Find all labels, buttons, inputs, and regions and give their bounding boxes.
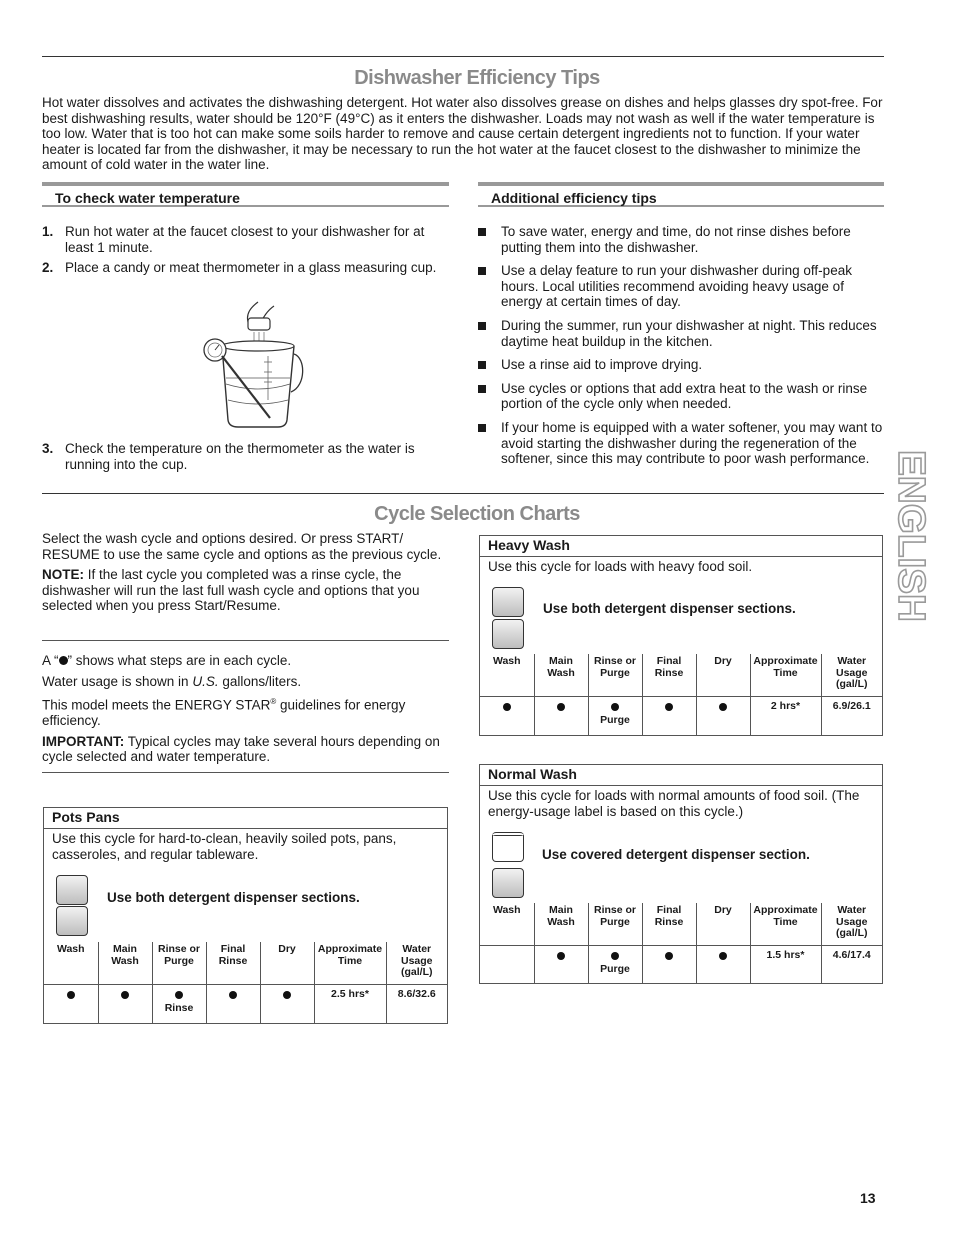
water-cell: 8.6/32.6 [386, 984, 447, 1023]
step-cell [480, 696, 534, 735]
col-header: Rinse or Purge [588, 654, 642, 696]
step-cell [642, 696, 696, 735]
dispenser-bottom-icon [492, 868, 524, 898]
dispenser-bottom-icon [56, 906, 88, 936]
step-cell [44, 984, 98, 1023]
normal-wash-title: Normal Wash [480, 765, 882, 786]
efficiency-intro: Hot water dissolves and activates the dishwashing detergent. Hot water also dissolves grease on dishes and helps glasses dry spot-free. For best dishwashing results, water should be 120°F (49°C) as it enters the dishwasher. Loads may not wash as well if the water temperature is too low. Water that is too hot can make some soils harder to remove and cause certain detergent ingredients not to function. If your water heater is located far from the dishwasher, it may be necessary to run the hot water at the faucet closest to the dishwasher to minimize the amount of cold water in the water line. [42, 95, 883, 173]
pots-pans-chart [43, 807, 448, 1024]
check-temp-steps-b [42, 441, 449, 477]
cycle-intro-block [42, 531, 449, 614]
check-temp-steps-a [42, 224, 449, 281]
dot-explanation: A “ ” shows what steps are in each cycle. [42, 653, 292, 668]
additional-tips-heading-text: Additional efficiency tips [491, 190, 657, 206]
heavy-wash-chart [479, 535, 883, 736]
dispenser-top-icon [56, 875, 88, 905]
cycle-note: NOTE: If the last cycle you completed was a rinse cycle, the dishwasher will run the last full wash cycle and options that you selected when you press Start/Resume. [42, 567, 420, 614]
col-header: Rinse or Purge [588, 903, 642, 945]
dot-icon [557, 703, 565, 711]
heavy-wash-desc: Use this cycle for loads with heavy food soil. [488, 559, 753, 574]
time-cell: 2 hrs* [750, 696, 821, 735]
tip-item: If your home is equipped with a water softener, you may want to avoid starting the dishwasher during the regeneration of the softener, since this may contribute to poor wash performance. [478, 420, 884, 467]
col-header: Final Rinse [206, 942, 260, 984]
cycle-charts-title: Cycle Selection Charts [374, 503, 580, 525]
bullet-square-icon [478, 385, 486, 393]
step-cell [480, 945, 534, 984]
step-cell [534, 945, 588, 984]
dot-icon [665, 952, 673, 960]
step-cell [98, 984, 152, 1023]
col-header: Approximate Time [314, 942, 386, 984]
step-item: 2. Place a candy or meat thermometer in a glass measuring cup. [42, 260, 437, 276]
col-header: Final Rinse [642, 654, 696, 696]
col-header: Dry [696, 654, 750, 696]
col-header: Main Wash [534, 654, 588, 696]
step-cell [534, 696, 588, 735]
dot-icon [719, 952, 727, 960]
normal-wash-dispenser-text: Use covered detergent dispenser section. [542, 847, 810, 862]
measuring-cup-thermometer-illustration [198, 300, 308, 432]
energy-star-note: This model meets the ENERGY STAR® guidelines for energy efficiency. [42, 697, 406, 729]
english-side-tab-text: ENGLISH [890, 450, 932, 619]
middle-rule [42, 493, 884, 494]
heavy-wash-dispenser-text: Use both detergent dispenser sections. [543, 601, 796, 616]
step-cell [260, 984, 314, 1023]
intro-divider [42, 640, 449, 641]
top-rule [42, 56, 884, 57]
heavy-wash-title: Heavy Wash [480, 536, 882, 557]
col-header: Water Usage (gal/L) [386, 942, 447, 984]
time-cell: 1.5 hrs* [750, 945, 821, 984]
step-cell: Purge [588, 696, 642, 735]
important-note: IMPORTANT: Typical cycles may take several hours depending on cycle selected and water temperature. [42, 733, 440, 765]
col-header: Dry [260, 942, 314, 984]
col-header: Water Usage (gal/L) [821, 903, 882, 945]
dot-icon [503, 703, 511, 711]
normal-wash-desc: Use this cycle for loads with normal amounts of food soil. (The energy-usage label is based on this cycle.) [488, 788, 860, 819]
step-cell [206, 984, 260, 1023]
english-side-tab [889, 448, 937, 626]
col-header: Main Wash [98, 942, 152, 984]
water-usage-note: Water usage is shown in U.S. gallons/liters. [42, 673, 302, 689]
bullet-square-icon [478, 361, 486, 369]
dot-icon [67, 991, 75, 999]
check-temp-heading-text: To check water temperature [55, 190, 240, 206]
dot-icon [665, 703, 673, 711]
pots-pans-title: Pots Pans [44, 808, 447, 829]
check-temp-heading [42, 182, 449, 207]
step-item: 3. Check the temperature on the thermometer as the water is running into the cup. [42, 441, 415, 472]
col-header: Wash [480, 654, 534, 696]
time-cell: 2.5 hrs* [314, 984, 386, 1023]
step-cell: Rinse [152, 984, 206, 1023]
dot-icon [557, 952, 565, 960]
step-item: 1. Run hot water at the faucet closest to your dishwasher for at least 1 minute. [42, 224, 425, 255]
step-cell [696, 945, 750, 984]
bullet-square-icon [478, 322, 486, 330]
normal-wash-chart [479, 764, 883, 984]
dot-icon [229, 991, 237, 999]
dot-icon [611, 952, 619, 960]
covered-dispenser-icon [492, 832, 524, 862]
additional-tips-heading [478, 182, 884, 207]
step-cell [642, 945, 696, 984]
dot-icon [59, 656, 68, 665]
bullet-square-icon [478, 424, 486, 432]
dot-icon [175, 991, 183, 999]
cycle-info-block [42, 653, 449, 765]
col-header: Approximate Time [750, 654, 821, 696]
heavy-wash-table [480, 654, 882, 735]
col-header: Main Wash [534, 903, 588, 945]
dot-icon [611, 703, 619, 711]
info-divider [42, 772, 449, 773]
col-header: Rinse or Purge [152, 942, 206, 984]
col-header: Water Usage (gal/L) [821, 654, 882, 696]
col-header: Approximate Time [750, 903, 821, 945]
col-header: Wash [44, 942, 98, 984]
tip-item: To save water, energy and time, do not rinse dishes before putting them into the dishwasher. [478, 224, 884, 255]
col-header: Dry [696, 903, 750, 945]
pots-pans-dispenser-text: Use both detergent dispenser sections. [107, 890, 360, 905]
tip-item: Use a rinse aid to improve drying. [478, 357, 884, 373]
dispenser-bottom-icon [492, 619, 524, 649]
tip-item: Use cycles or options that add extra heat to the wash or rinse portion of the cycle only when needed. [478, 381, 884, 412]
tip-item: During the summer, run your dishwasher at night. This reduces daytime heat buildup in the kitchen. [478, 318, 884, 349]
col-header: Wash [480, 903, 534, 945]
page-number: 13 [860, 1190, 876, 1206]
cycle-intro: Select the wash cycle and options desired. Or press START/ RESUME to use the same cycle and options as the previous cycle. [42, 531, 442, 562]
dispenser-top-icon [492, 587, 524, 617]
tip-item: Use a delay feature to run your dishwasher during off-peak hours. Local utilities recommend avoiding heavy usage of energy at certain times of day. [478, 263, 884, 310]
efficiency-title: Dishwasher Efficiency Tips [354, 67, 600, 89]
normal-wash-table [480, 903, 882, 984]
water-cell: 4.6/17.4 [821, 945, 882, 984]
pots-pans-desc: Use this cycle for hard-to-clean, heavily soiled pots, pans, casseroles, and regular tableware. [52, 831, 397, 862]
dot-icon [719, 703, 727, 711]
additional-tips-list [478, 224, 884, 475]
water-cell: 6.9/26.1 [821, 696, 882, 735]
pots-pans-table [44, 942, 447, 1023]
dot-icon [121, 991, 129, 999]
bullet-square-icon [478, 267, 486, 275]
dot-icon [283, 991, 291, 999]
step-cell [696, 696, 750, 735]
step-cell: Purge [588, 945, 642, 984]
bullet-square-icon [478, 228, 486, 236]
col-header: Final Rinse [642, 903, 696, 945]
